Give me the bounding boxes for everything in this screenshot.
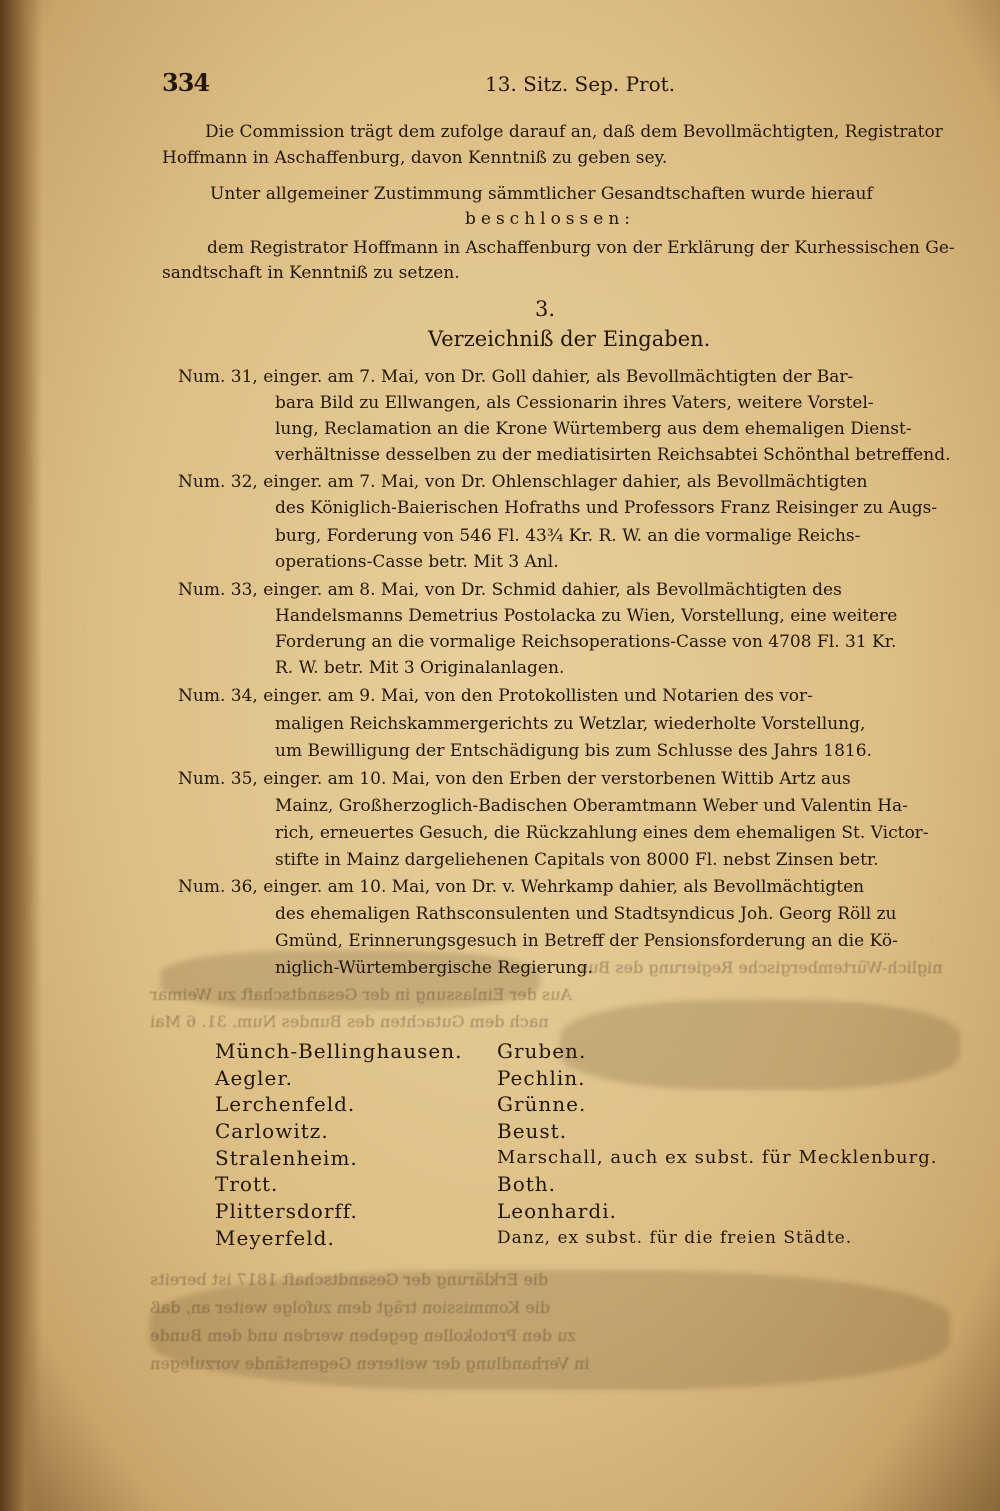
entry-num-35: rich, erneuertes Gesuch, die Rückzahlung eines dem ehemaligen St. Victor- bbox=[275, 823, 929, 843]
entry-num-32: Num. 32, einger. am 7. Mai, von Dr. Ohlenschlager dahier, als Bevollmächtigten bbox=[178, 472, 868, 492]
entry-num-33: R. W. betr. Mit 3 Originalanlagen. bbox=[275, 658, 565, 678]
bleed-through-text: nach dem Gutachten des Bundes Num. 31. 6 Mai bbox=[150, 1012, 549, 1031]
running-title: 13. Sitz. Sep. Prot. bbox=[485, 72, 676, 96]
entry-num-36: niglich-Würtembergische Regierung. bbox=[275, 958, 593, 978]
bleed-through-text: zu den Protokollen gegeben werden und dem Bunde bbox=[150, 1326, 576, 1345]
entry-num-32: burg, Forderung von 546 Fl. 43¾ Kr. R. W. an die vormalige Reichs- bbox=[275, 526, 861, 546]
signature-right: Beust. bbox=[497, 1119, 568, 1143]
entry-num-31: bara Bild zu Ellwangen, als Cessionarin ihres Vaters, weitere Vorstel- bbox=[275, 393, 874, 413]
entry-num-31: lung, Reclamation an die Krone Würtemberg aus dem ehemaligen Dienst- bbox=[275, 419, 912, 439]
bleed-through-text: die Kommission trägt dem zufolge weiter an, daß bbox=[150, 1298, 551, 1317]
signature-left: Trott. bbox=[215, 1172, 279, 1196]
section-number: 3. bbox=[534, 297, 556, 321]
signature-right: Marschall, auch ex subst. für Mecklenburg. bbox=[497, 1147, 938, 1168]
signature-left: Stralenheim. bbox=[215, 1146, 358, 1170]
intro-line: Die Commission trägt dem zufolge darauf an, daß dem Bevollmächtigten, Registrator bbox=[205, 122, 943, 142]
signature-right: Both. bbox=[497, 1172, 557, 1196]
binding-gutter bbox=[0, 0, 42, 1511]
entry-num-33: Num. 33, einger. am 8. Mai, von Dr. Schmid dahier, als Bevollmächtigten des bbox=[178, 580, 842, 600]
entry-num-33: Handelsmanns Demetrius Postolacka zu Wien, Vorstellung, eine weitere bbox=[275, 606, 898, 626]
resolution-beschlossen: beschlossen: bbox=[465, 209, 635, 229]
bleed-through-text: die Erklärung der Gesandtschaft 1817 ist bereits bbox=[150, 1270, 549, 1289]
entry-num-36: des ehemaligen Rathsconsulenten und Stadtsyndicus Joh. Georg Röll zu bbox=[275, 904, 897, 924]
bleed-through-text: niglich-Würtembergische Regierung des Bus bbox=[580, 958, 943, 977]
intro-line: Hoffmann in Aschaffenburg, davon Kenntniß zu geben sey. bbox=[162, 148, 668, 168]
signature-left: Aegler. bbox=[215, 1066, 294, 1090]
entry-num-34: um Bewilligung der Entschädigung bis zum Schlusse des Jahrs 1816. bbox=[275, 741, 872, 761]
ink-smudge bbox=[560, 1000, 960, 1090]
resolution-preamble: Unter allgemeiner Zustimmung sämmtlicher Gesandtschaften wurde hierauf bbox=[210, 184, 873, 204]
signature-left: Meyerfeld. bbox=[215, 1226, 335, 1250]
section-title: Verzeichniß der Eingaben. bbox=[428, 327, 711, 351]
signature-left: Carlowitz. bbox=[215, 1119, 329, 1143]
entry-num-35: stifte in Mainz dargeliehenen Capitals von 8000 Fl. nebst Zinsen betr. bbox=[275, 850, 879, 870]
bleed-through-text: Aus der Einlassung in der Gesandtschaft zu Weimar bbox=[150, 985, 573, 1004]
entry-num-31: Num. 31, einger. am 7. Mai, von Dr. Goll dahier, als Bevollmächtigten der Bar- bbox=[178, 367, 854, 387]
entry-num-34: Num. 34, einger. am 9. Mai, von den Protokollisten und Notarien des vor- bbox=[178, 686, 813, 706]
entry-num-36: Gmünd, Erinnerungsgesuch in Betreff der Pensionsforderung an die Kö- bbox=[275, 931, 898, 951]
signature-right: Danz, ex subst. für die freien Städte. bbox=[497, 1228, 853, 1248]
entry-num-35: Mainz, Großherzoglich-Badischen Oberamtmann Weber und Valentin Ha- bbox=[275, 796, 908, 816]
entry-num-31: verhältnisse desselben zu der mediatisirten Reichsabtei Schönthal betreffend. bbox=[275, 445, 951, 465]
entry-num-32: operations-Casse betr. Mit 3 Anl. bbox=[275, 552, 559, 572]
signature-left: Plittersdorff. bbox=[215, 1199, 358, 1223]
entry-num-36: Num. 36, einger. am 10. Mai, von Dr. v. Wehrkamp dahier, als Bevollmächtigten bbox=[178, 877, 865, 897]
signature-right: Grünne. bbox=[497, 1092, 587, 1116]
signature-left: Münch-Bellinghausen. bbox=[215, 1039, 463, 1063]
signature-right: Leonhardi. bbox=[497, 1199, 617, 1223]
bleed-through-text: in Verhandlung der weiteren Gegenstände vorzulegen bbox=[150, 1354, 590, 1373]
entry-num-32: des Königlich-Baierischen Hofraths und Professors Franz Reisinger zu Augs- bbox=[275, 498, 938, 518]
resolution-line: sandtschaft in Kenntniß zu setzen. bbox=[162, 263, 460, 283]
entry-num-33: Forderung an die vormalige Reichsoperations-Casse von 4708 Fl. 31 Kr. bbox=[275, 632, 897, 652]
entry-num-34: maligen Reichskammergerichts zu Wetzlar, wiederholte Vorstellung, bbox=[275, 714, 866, 734]
resolution-line: dem Registrator Hoffmann in Aschaffenburg von der Erklärung der Kurhessischen Ge- bbox=[207, 238, 955, 258]
signature-right: Pechlin. bbox=[497, 1066, 586, 1090]
page-number: 334 bbox=[162, 68, 210, 97]
signature-left: Lerchenfeld. bbox=[215, 1092, 356, 1116]
signature-right: Gruben. bbox=[497, 1039, 587, 1063]
entry-num-35: Num. 35, einger. am 10. Mai, von den Erben der verstorbenen Wittib Artz aus bbox=[178, 769, 851, 789]
